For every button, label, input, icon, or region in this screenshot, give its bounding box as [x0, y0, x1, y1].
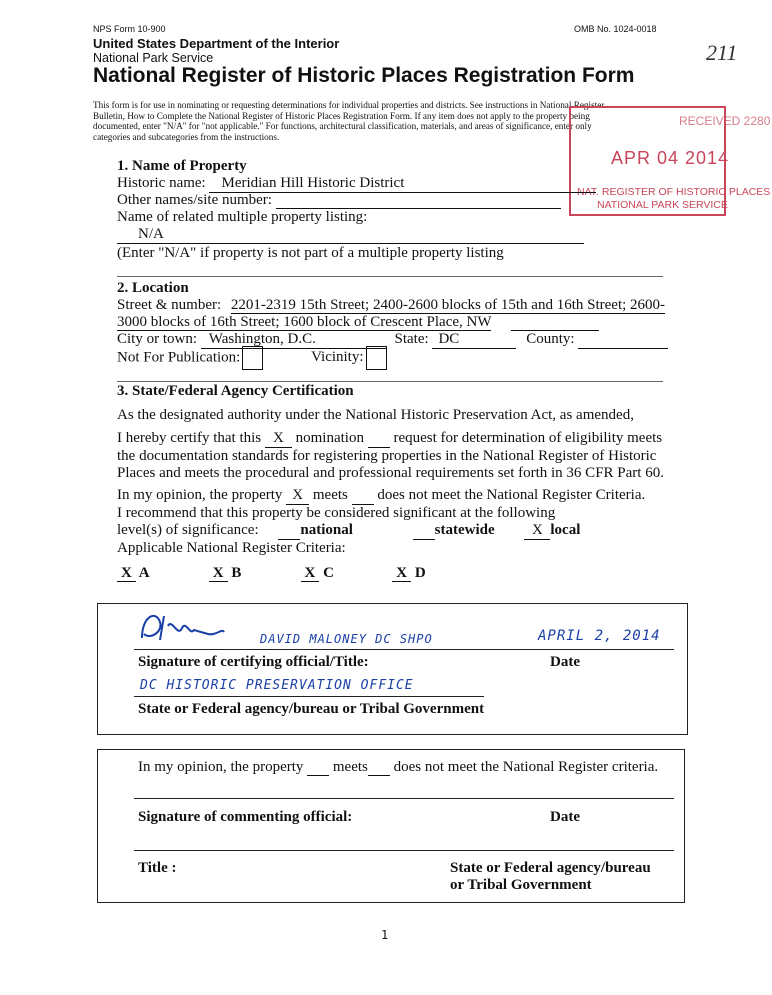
section3-heading: 3. State/Federal Agency Certification	[117, 383, 354, 399]
commenting-date-label: Date	[550, 809, 580, 825]
signature-line	[134, 850, 674, 851]
comment-line	[134, 798, 674, 799]
section3-certify-paragraph: I hereby certify that this X nomination request for determination of eligibility meets the documentation standards for registering properties in the National Register of Historic Places and meets the procedural and professional requirements set forth in 36 CFR Part 60.	[117, 430, 664, 481]
commenting-agency-label: State or Federal agency/bureau or Tribal Government	[450, 860, 651, 893]
omb-number: OMB No. 1024-0018	[574, 24, 657, 34]
certifying-date-label: Date	[550, 654, 580, 670]
historic-name-row: Historic name: Meridian Hill Historic District	[117, 175, 596, 193]
not-for-publication-checkbox[interactable]	[242, 346, 263, 370]
local-mark[interactable]: X	[524, 522, 550, 540]
determination-mark[interactable]	[368, 434, 390, 448]
section2-heading: 2. Location	[117, 280, 189, 296]
certifying-signature-label: Signature of certifying official/Title:	[138, 654, 369, 670]
related-listing-field[interactable]: N/A	[117, 226, 584, 244]
street-field-line1[interactable]: 2201-2319 15th Street; 2400-2600 blocks of 15th and 16th Street; 2600-	[230, 297, 666, 313]
publication-row: Not For Publication: Vicinity:	[117, 346, 387, 370]
handwritten-page-mark: 211	[706, 40, 738, 65]
intro-paragraph: This form is for use in nominating or requesting determinations for individual properties and districts. See instructions in National Register Bulletin, How to Complete the National Register of Historic Places Registration Form. If any item does not apply to the property being documented, enter "N/A" for "not applicable." For functions, architectural classification, materials, and areas of significance, enter only categories and subcategories from the instructions.	[93, 100, 605, 142]
form-number: NPS Form 10-900	[93, 24, 166, 34]
agency-line	[134, 696, 484, 697]
county-field[interactable]	[578, 334, 668, 349]
criteria-row: X A X B X C X D	[117, 565, 480, 582]
department-name: United States Department of the Interior	[93, 36, 340, 51]
stamp-line1: NAT. REGISTER OF HISTORIC PLACES	[577, 186, 771, 198]
comment-meets-mark[interactable]	[307, 762, 329, 776]
meets-mark[interactable]: X	[286, 487, 309, 505]
street-field-blank	[511, 316, 599, 331]
other-names-row: Other names/site number:	[117, 192, 561, 209]
city-field[interactable]: Washington, D.C.	[201, 331, 387, 349]
divider	[117, 381, 663, 382]
signature-line	[134, 649, 674, 650]
form-title: National Register of Historic Places Registration Form	[93, 64, 635, 87]
criterion-b-mark[interactable]: X	[209, 565, 228, 582]
section3-opinion-paragraph: In my opinion, the property X meets does not meet the National Register Criteria. I recommend that this property be considered significant at the following level(s) of significance: national statewide X local Applicable National Register Criteria:	[117, 487, 646, 556]
street-field-line2[interactable]: 3000 blocks of 16th Street; 1600 block of Crescent Place, NW	[117, 314, 492, 330]
signature-name: DAVID MALONEY DC SHPO	[260, 632, 433, 646]
does-not-meet-mark[interactable]	[352, 491, 374, 505]
criterion-c-mark[interactable]: X	[301, 565, 320, 582]
national-mark[interactable]	[278, 526, 300, 540]
commenting-signature-label: Signature of commenting official:	[138, 809, 353, 825]
section3-authority-text: As the designated authority under the National Historic Preservation Act, as amended,	[117, 407, 634, 423]
agency-label: State or Federal agency/bureau or Tribal Government	[138, 701, 485, 717]
related-listing-label: Name of related multiple property listing:	[117, 209, 368, 225]
street-row-2	[117, 314, 599, 331]
criterion-a-mark[interactable]: X	[117, 565, 136, 582]
comment-does-not-meet-mark[interactable]	[368, 762, 390, 776]
certification-box	[97, 603, 688, 735]
historic-name-field[interactable]: Meridian Hill Historic District	[209, 175, 596, 193]
title-label: Title :	[138, 860, 177, 876]
agency-handwritten: DC HISTORIC PRESERVATION OFFICE	[140, 678, 414, 693]
statewide-mark[interactable]	[413, 526, 435, 540]
section1-heading: 1. Name of Property	[117, 158, 247, 174]
state-field[interactable]: DC	[432, 331, 516, 349]
received-stamp	[569, 106, 771, 216]
stamp-received: RECEIVED 2280	[679, 114, 771, 128]
stamp-line2: NATIONAL PARK SERVICE	[597, 199, 728, 211]
service-name: National Park Service	[93, 51, 214, 65]
signature-date: APRIL 2, 2014	[538, 628, 661, 644]
criterion-d-mark[interactable]: X	[392, 565, 411, 582]
page-number: 1	[381, 928, 389, 942]
comment-opinion-line: In my opinion, the property meets does not meet the National Register criteria.	[138, 759, 659, 775]
other-names-field[interactable]	[276, 192, 561, 209]
vicinity-checkbox[interactable]	[366, 346, 387, 370]
divider	[117, 276, 663, 277]
city-row: City or town: Washington, D.C. State: DC County:	[117, 331, 668, 349]
stamp-date: APR 04 2014	[611, 148, 730, 168]
commenting-box	[97, 749, 685, 903]
nomination-mark[interactable]: X	[265, 430, 292, 448]
signature-scribble	[138, 608, 228, 646]
street-row: Street & number: 2201-2319 15th Street; 2400-2600 blocks of 15th and 16th Street; 2600-	[117, 297, 666, 313]
section1-note: (Enter "N/A" if property is not part of a multiple property listing	[117, 245, 504, 261]
